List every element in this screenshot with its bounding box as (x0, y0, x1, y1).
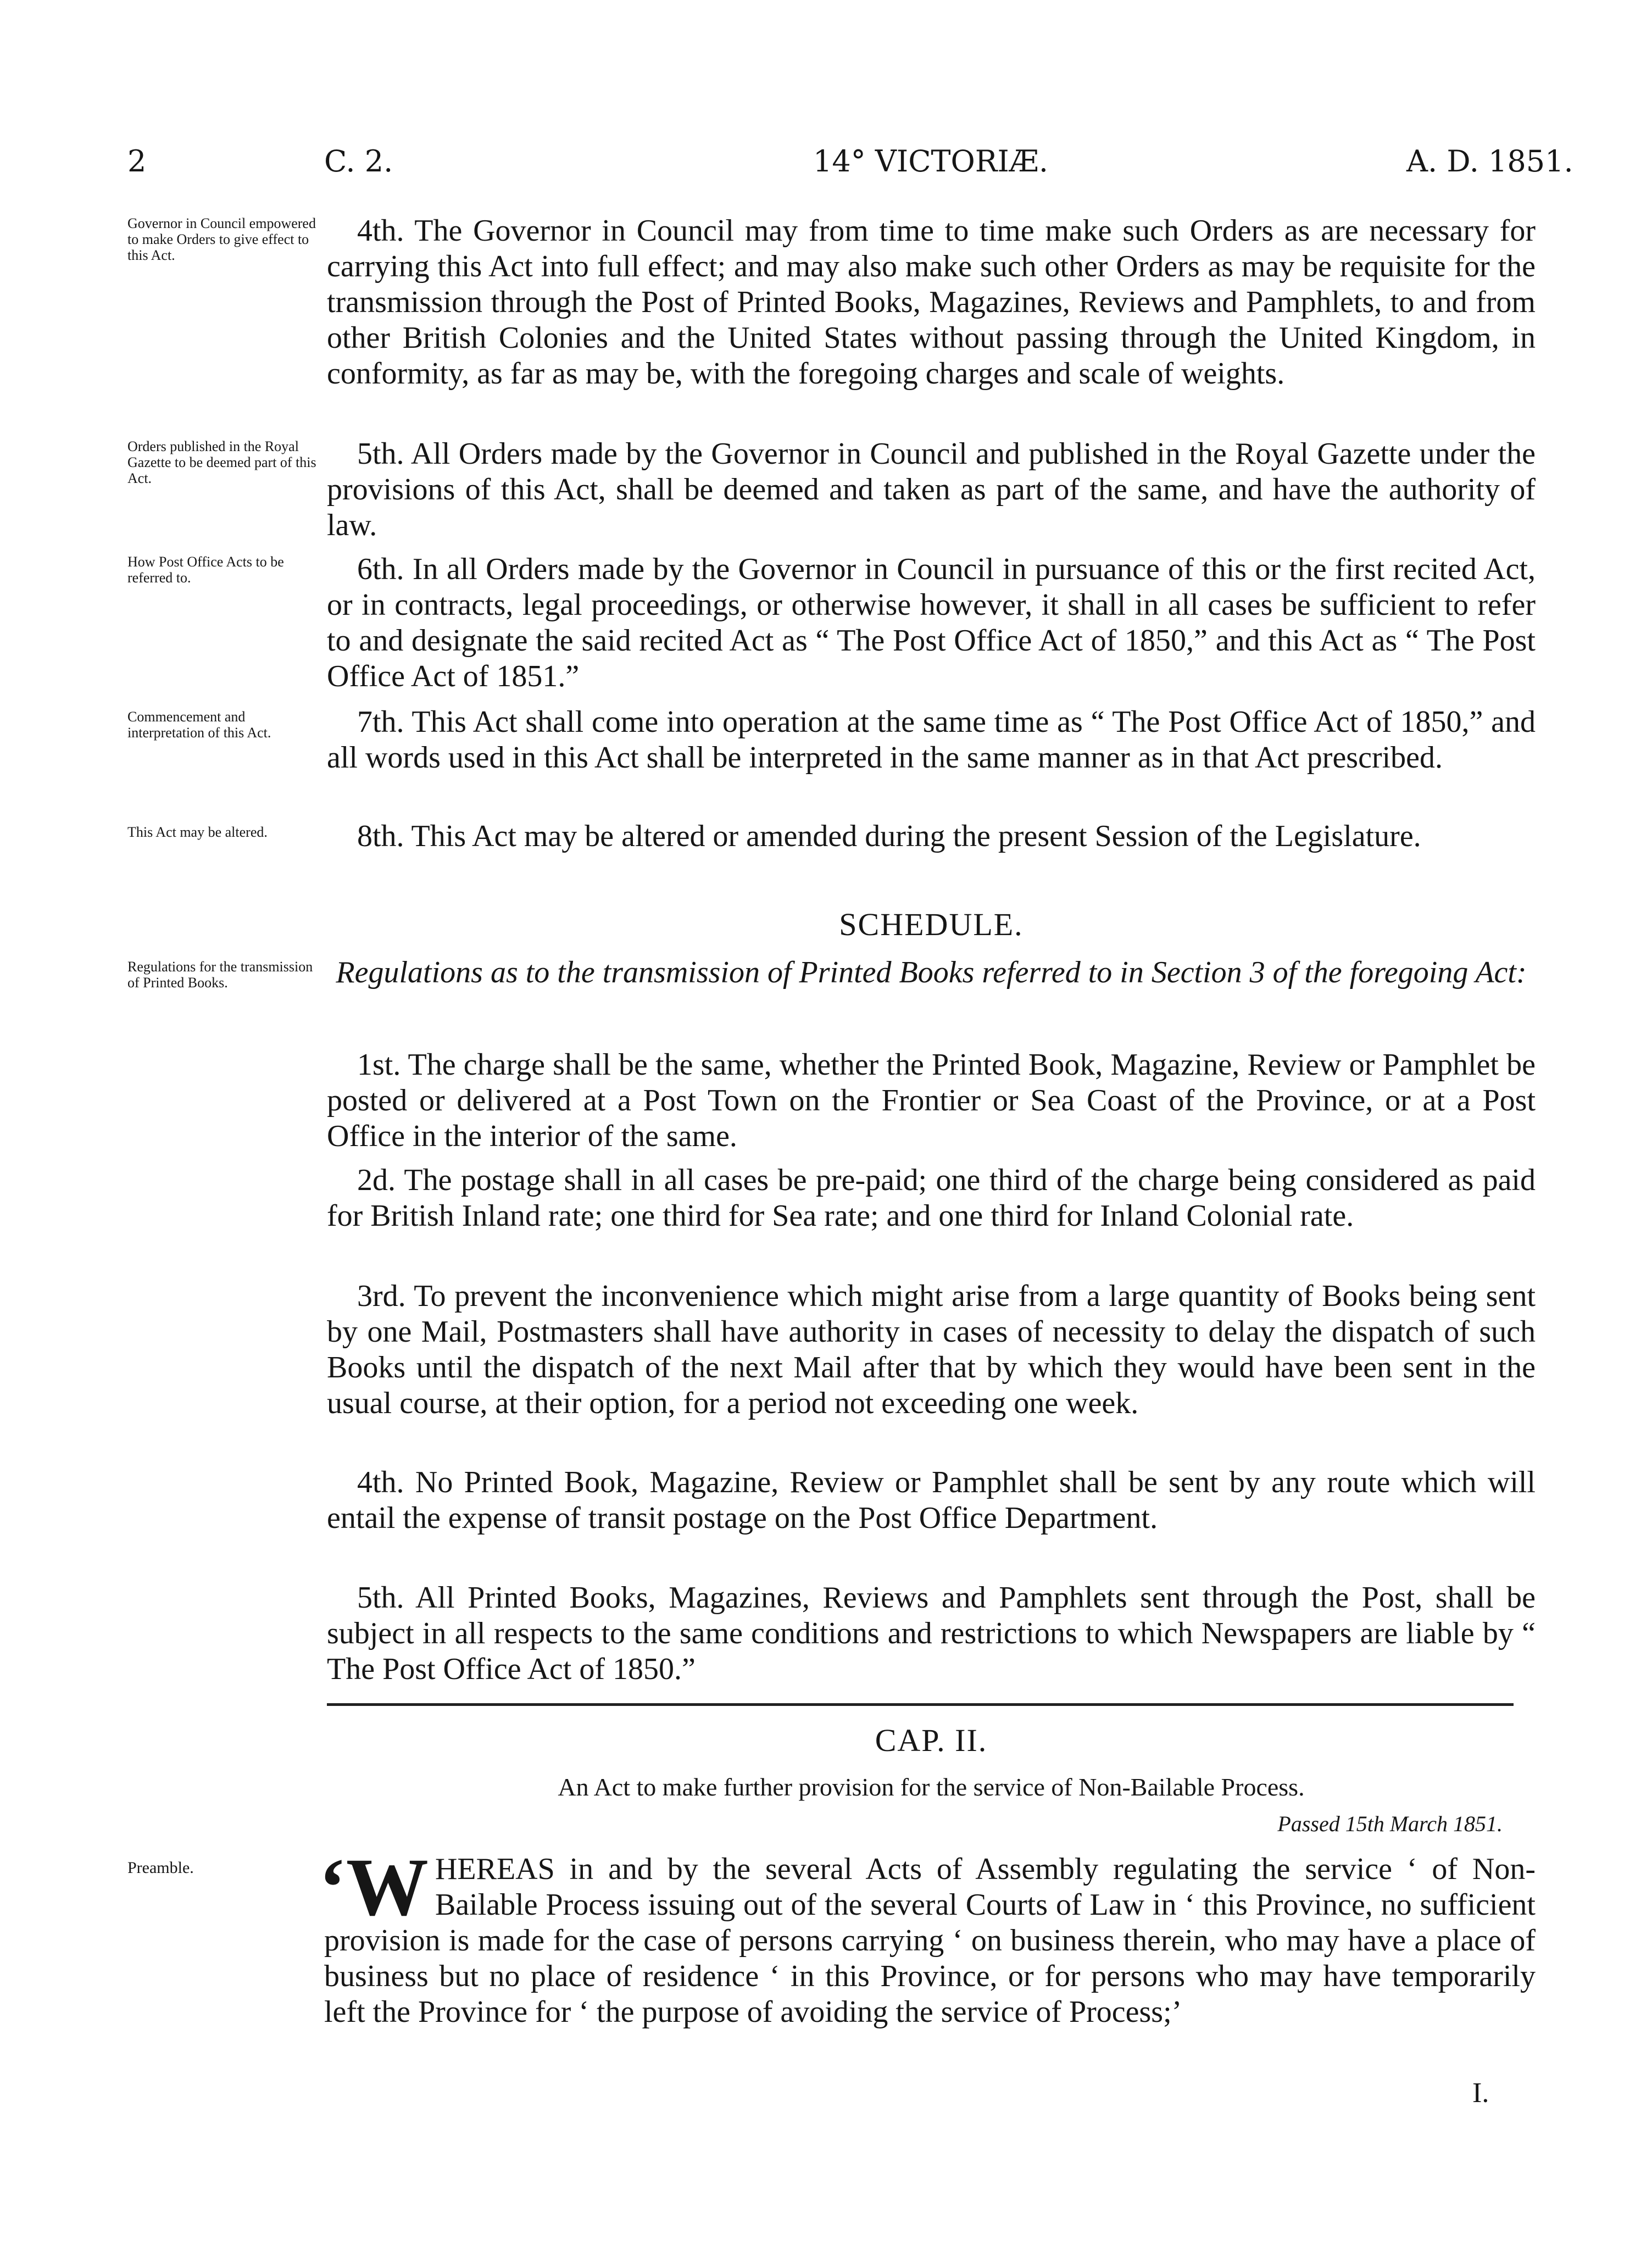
schedule-title: SCHEDULE. (839, 907, 1024, 942)
margin-note: This Act may be altered. (127, 824, 268, 840)
preamble-text: HEREAS in and by the several Acts of Assembly regulating the service ‘ of Non-Bailable Process issuing out of the several Courts of Law in ‘ this Province, no sufficient provision is made for the case of persons carrying ‘ on business therein, who may have a place of business but no place of residence ‘ in this Province, or for persons who may have temporarily left the Province for ‘ the purpose of avoiding the service of Process;’ (324, 1852, 1536, 2029)
passed-date: Passed 15th March 1851. (1277, 1811, 1503, 1836)
cap-title: CAP. II. (875, 1722, 988, 1758)
chapter-number: C. 2. (324, 144, 393, 179)
schedule-subtitle: Regulations as to the transmission of Printed Books referred to in Section 3 of the foregoing Act: (336, 955, 1527, 989)
section-paragraph: 6th. In all Orders made by the Governor in Council in pursuance of this or the first recited Act, or in contracts, legal proceedings, or otherwise however, it shall in all cases be sufficient to refer to and designate the said recited Act as “ The Post Office Act of 1850,” and this Act as “ The Post Office Act of 1851.” (327, 552, 1536, 693)
section-paragraph: 8th. This Act may be altered or amended during the present Session of the Legislature. (357, 819, 1421, 853)
preamble-dropcap (319, 1842, 429, 1933)
margin-note: How Post Office Acts to be referred to. (127, 554, 284, 586)
preamble-open-quote: ‘ (319, 1842, 346, 1933)
schedule-item: 4th. No Printed Book, Magazine, Review or Pamphlet shall be sent by any route which will entail the expense of transit postage on the Post Office Department. (327, 1465, 1536, 1535)
section-paragraph: 7th. This Act shall come into operation at the same time as “ The Post Office Act of 1850,” and all words used in this Act shall be interpreted in the same manner as in that Act prescribed. (327, 705, 1536, 775)
act-description: An Act to make further provision for the service of Non-Bailable Process. (558, 1773, 1305, 1801)
section-divider (327, 1703, 1514, 1706)
schedule-item: 2d. The postage shall in all cases be pre-paid; one third of the charge being considered as paid for British Inland rate; one third for Sea rate; and one third for Inland Colonial rate. (327, 1163, 1536, 1233)
schedule-item: 1st. The charge shall be the same, whether the Printed Book, Magazine, Review or Pamphlet be posted or delivered at a Post Town on the Frontier or Sea Coast of the Province, or at a Post Office in the interior of the same. (327, 1048, 1536, 1153)
page-number: 2 (127, 144, 147, 179)
regnal-year: 14° VICTORIÆ. (813, 144, 1049, 179)
catchword: I. (1472, 2077, 1489, 2109)
schedule-item: 3rd. To prevent the inconvenience which might arise from a large quantity of Books being sent by one Mail, Postmasters shall have authority in cases of necessity to delay the dispatch of such Books until the dispatch of the next Mail after that by which they would have been sent in the usual course, at their option, for a period not exceeding one week. (327, 1279, 1536, 1420)
margin-note: Commencement and interpretation of this Act. (127, 709, 271, 741)
preamble-paragraph (319, 1842, 1536, 2030)
preamble-label: Preamble. (127, 1859, 194, 1877)
margin-note: Governor in Council empowered to make Orders to give effect to this Act. (127, 215, 316, 263)
margin-note: Orders published in the Royal Gazette to be deemed part of this Act. (127, 438, 316, 486)
section-paragraph: 4th. The Governor in Council may from time to time make such Orders as are necessary for carrying this Act into full effect; and may also make such other Orders as may be requisite for the transmission through the Post of Printed Books, Magazines, Reviews and Pamphlets, to and from other British Colonies and the United States without passing through the United Kingdom, in conformity, as far as may be, with the foregoing charges and scale of weights. (327, 214, 1536, 391)
dropcap-letter: W (346, 1842, 429, 1933)
section-paragraph: 5th. All Orders made by the Governor in Council and published in the Royal Gazette under the provisions of this Act, shall be deemed and taken as part of the same, and have the authority of law. (327, 437, 1536, 542)
year: A. D. 1851. (1406, 144, 1573, 179)
margin-note: Regulations for the transmission of Printed Books. (127, 959, 313, 991)
schedule-item: 5th. All Printed Books, Magazines, Reviews and Pamphlets sent through the Post, shall be subject in all respects to the same conditions and restrictions to which Newspapers are liable by “ The Post Office Act of 1850.” (327, 1581, 1536, 1686)
